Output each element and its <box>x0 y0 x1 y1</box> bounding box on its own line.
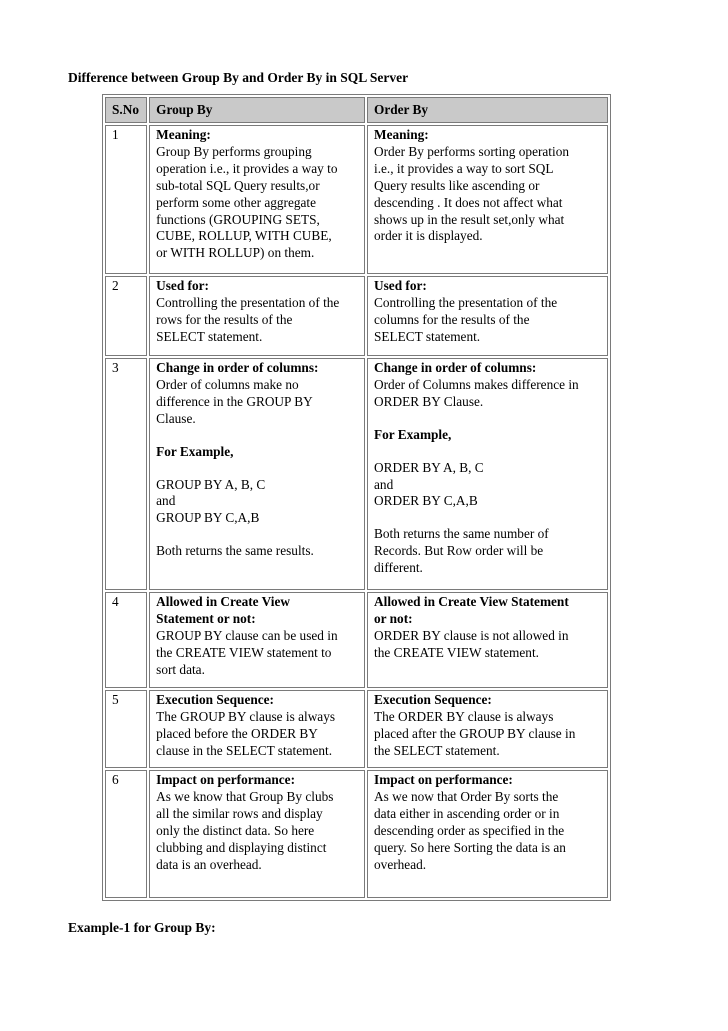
row-label: Impact on performance: <box>374 772 513 787</box>
cell-group-by <box>149 276 365 356</box>
row-label: Impact on performance: <box>156 772 296 787</box>
row-label: Used for: <box>374 278 427 293</box>
example-note: Both returns the same results. <box>156 543 314 559</box>
row-label: Meaning: <box>374 127 429 142</box>
header-sno: S.No <box>105 97 147 123</box>
cell-sno: 6 <box>105 770 147 898</box>
row-label: Execution Sequence: <box>156 692 274 707</box>
spacer <box>374 510 603 526</box>
row-text: Order of columns make no difference in the GROUP BY Clause. <box>156 376 313 426</box>
example-code: GROUP BY A, B, C and GROUP BY C,A,B <box>156 476 266 526</box>
cell-order-by <box>367 592 608 688</box>
cell-group-by <box>149 690 365 768</box>
cell-group-by <box>149 592 365 688</box>
cell-group-by <box>149 770 365 898</box>
table-header-row <box>105 97 608 123</box>
example-label: For Example, <box>156 443 234 459</box>
header-order-by: Order By <box>367 97 608 123</box>
cell-order-by <box>367 770 608 898</box>
cell-sno: 1 <box>105 125 147 274</box>
example-code: ORDER BY A, B, C and ORDER BY C,A,B <box>374 459 484 509</box>
row-label: Allowed in Create View Statement or not: <box>374 594 569 626</box>
table-row <box>105 125 608 274</box>
cell-sno: 2 <box>105 276 147 356</box>
table-row <box>105 276 608 356</box>
row-text: Order of Columns makes difference in ORDER BY Clause. <box>374 376 579 409</box>
example-label: For Example, <box>374 426 452 442</box>
row-label: Execution Sequence: <box>374 692 492 707</box>
cell-sno: 3 <box>105 358 147 590</box>
cell-order-by <box>367 125 608 274</box>
row-text: As we now that Order By sorts the data either in ascending order or in descending order as specified in the query. So here Sorting the data is an overhead. <box>374 788 566 872</box>
cell-order-by <box>367 690 608 768</box>
spacer <box>374 444 603 460</box>
spacer <box>374 411 603 427</box>
cell-group-by <box>149 358 365 590</box>
row-label: Change in order of columns: <box>156 360 319 375</box>
cell-order-by <box>367 276 608 356</box>
spacer <box>156 461 360 477</box>
table-row <box>105 770 608 898</box>
row-text: ORDER BY clause is not allowed in the CREATE VIEW statement. <box>374 627 569 660</box>
header-group-by: Group By <box>149 97 365 123</box>
comparison-table <box>102 94 611 901</box>
cell-sno: 5 <box>105 690 147 768</box>
example-heading: Example-1 for Group By: <box>68 920 216 935</box>
spacer <box>156 428 360 444</box>
row-label: Meaning: <box>156 127 211 142</box>
table-row <box>105 358 608 590</box>
cell-sno: 4 <box>105 592 147 688</box>
spacer <box>156 527 360 543</box>
row-text: Controlling the presentation of the columns for the results of the SELECT statement. <box>374 294 558 344</box>
table-row <box>105 592 608 688</box>
row-text: Order By performs sorting operation i.e., it provides a way to sort SQL Query results like ascending or descending . It does not affect what shows up in the result set,only what order it is displayed. <box>374 143 569 244</box>
row-label: Used for: <box>156 278 209 293</box>
row-text: GROUP BY clause can be used in the CREATE VIEW statement to sort data. <box>156 627 338 677</box>
document-title: Difference between Group By and Order By in SQL Server <box>68 70 409 85</box>
row-text: Group By performs grouping operation i.e., it provides a way to sub-total SQL Query results,or perform some other aggregate functions (GROUPING SETS, CUBE, ROLLUP, WITH CUBE, or WITH ROLLUP) on them. <box>156 143 338 261</box>
row-text: The ORDER BY clause is always placed after the GROUP BY clause in the SELECT statement. <box>374 708 576 758</box>
row-text: Controlling the presentation of the rows for the results of the SELECT statement. <box>156 294 340 344</box>
table-row <box>105 690 608 768</box>
row-text: The GROUP BY clause is always placed before the ORDER BY clause in the SELECT statement. <box>156 708 336 758</box>
example-note: Both returns the same number of Records. But Row order will be different. <box>374 526 549 576</box>
row-text: As we know that Group By clubs all the similar rows and display only the distinct data. So here clubbing and displaying distinct data is an overhead. <box>156 788 334 872</box>
cell-order-by <box>367 358 608 590</box>
cell-group-by <box>149 125 365 274</box>
row-label: Change in order of columns: <box>374 360 537 375</box>
row-label: Allowed in Create View Statement or not: <box>156 594 290 626</box>
